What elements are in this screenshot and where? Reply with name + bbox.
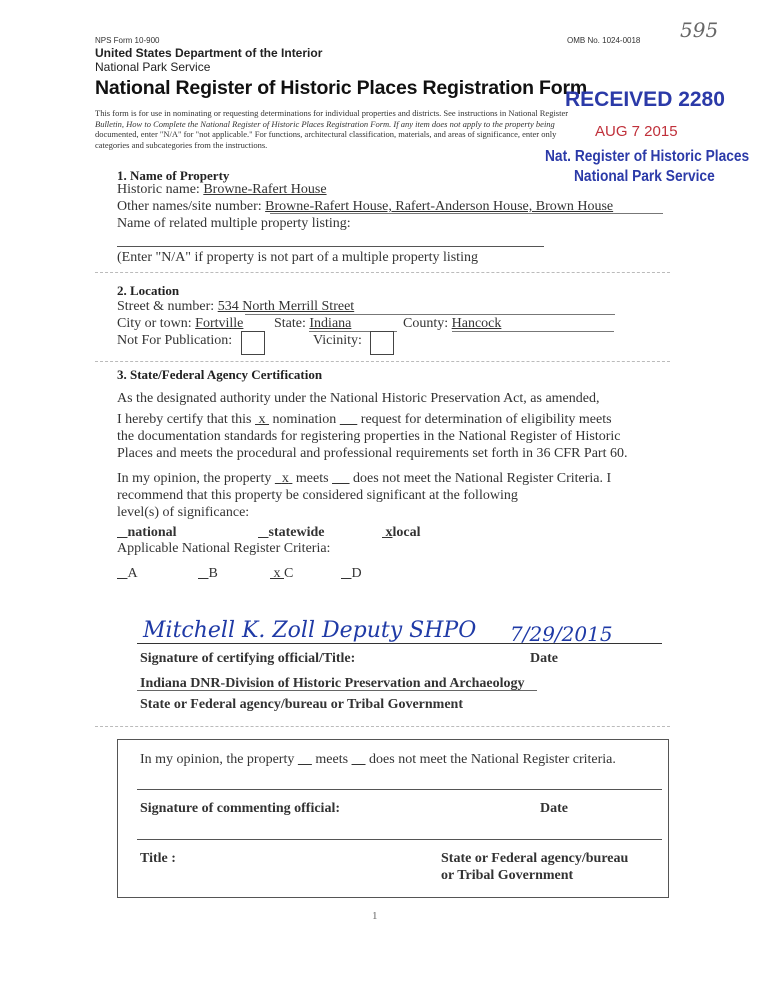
street-row: Street & number: 534 North Merrill Street — [117, 299, 355, 314]
department-name: United States Department of the Interior — [95, 46, 323, 60]
multiple-listing-label: Name of related multiple property listing: — [117, 216, 351, 231]
section2-heading: 2. Location — [117, 283, 180, 298]
commenting-date-label: Date — [540, 801, 568, 816]
divider — [95, 272, 670, 273]
commenting-signature-label: Signature of commenting official: — [140, 801, 340, 816]
section1-heading: 1. Name of Property — [117, 168, 230, 183]
date-label: Date — [530, 651, 558, 666]
register-stamp-line2: National Park Service — [574, 168, 715, 185]
handwritten-signature: Mitchell K. Zoll Deputy SHPO — [143, 618, 477, 643]
authority-text: As the designated authority under the National Historic Preservation Act, as amended, — [117, 391, 600, 406]
signature-line — [137, 643, 662, 644]
divider — [95, 361, 670, 362]
opinion-text: In my opinion, the property x meets does not meet the National Register Criteria. I recommend that this property be considered significant at the following level(s) of significance: — [117, 471, 612, 520]
received-date-stamp: AUG 7 2015 — [595, 123, 678, 140]
agency-label: State or Federal agency/bureau or Tribal Government — [140, 697, 464, 712]
county-row: County: Hancock — [403, 316, 502, 331]
commenting-agency-label: State or Federal agency/bureau or Tribal Government — [441, 851, 629, 883]
commenting-signature-line — [137, 789, 662, 790]
criterion-b: B — [208, 566, 218, 581]
agency-underline — [137, 690, 537, 691]
criterion-a: A — [127, 566, 138, 581]
historic-name-row: Historic name: Browne-Rafert House — [117, 182, 327, 197]
divider — [95, 726, 670, 727]
level-national: national — [127, 525, 177, 540]
state-row: State: Indiana — [274, 316, 352, 331]
page-title: National Register of Historic Places Registration Form — [95, 77, 587, 99]
na-note: (Enter "N/A" if property is not part of a multiple property listing — [117, 250, 478, 265]
section3-heading: 3. State/Federal Agency Certification — [117, 367, 323, 382]
commenting-opinion: In my opinion, the property meets does not meet the National Register criteria. — [140, 752, 616, 767]
intro-text: This form is for use in nominating or requesting determinations for individual properties and districts. See instructions in National Register Bulletin, How to Complete the National Register of Historic Places Registration Form. If any item does not apply to the property being documented, enter "N/A" for "not applicable." For functions, architectural classification, materials, and areas of significance, enter only categories and subcategories from the instructions. — [95, 108, 569, 150]
received-stamp: RECEIVED 2280 — [565, 88, 725, 111]
service-name: National Park Service — [95, 60, 211, 74]
other-names-row: Other names/site number: Browne-Rafert House, Rafert-Anderson House, Brown House — [117, 199, 614, 214]
commenting-title-label: Title : — [140, 851, 176, 866]
city-value: Fortville — [195, 316, 244, 331]
city-row: City or town: Fortville — [117, 316, 244, 331]
register-stamp-line1: Nat. Register of Historic Places — [545, 148, 750, 165]
criterion-d: D — [351, 566, 362, 581]
other-names-underline — [270, 213, 663, 214]
county-value: Hancock — [451, 316, 502, 331]
street-value: 534 North Merrill Street — [217, 299, 355, 314]
other-names-value: Browne-Rafert House, Rafert-Anderson House, Brown House — [265, 199, 614, 214]
omb-number: OMB No. 1024-0018 — [567, 36, 641, 45]
state-value: Indiana — [309, 316, 352, 331]
form-number: NPS Form 10-900 — [95, 36, 160, 45]
county-underline — [452, 331, 614, 332]
level-local: xlocal — [385, 525, 421, 540]
level-statewide: statewide — [268, 525, 325, 540]
page-number: 1 — [372, 910, 378, 922]
meets-mark: x — [281, 471, 289, 486]
nomination-mark: x — [258, 412, 266, 427]
street-underline — [245, 314, 615, 315]
vicinity-label: Vicinity: — [313, 333, 362, 348]
certification-text: I hereby certify that this x nomination request for determination of eligibility meets the documentation standards for registering properties in the National Register of Historic Places and meets the procedural and professional requirements set forth in 36 CFR Part 60. — [117, 412, 628, 461]
vicinity-checkbox[interactable] — [370, 331, 394, 355]
not-for-publication-label: Not For Publication: — [117, 333, 233, 348]
multiple-listing-line — [117, 246, 544, 247]
agency-name: Indiana DNR-Division of Historic Preservation and Archaeology — [140, 676, 525, 691]
commenting-title-line — [137, 839, 662, 840]
historic-name-value: Browne-Rafert House — [203, 182, 327, 197]
handwritten-page-number: 595 — [680, 18, 719, 42]
criterion-c: x C — [273, 566, 294, 581]
handwritten-date: 7/29/2015 — [510, 622, 613, 646]
not-for-publication-checkbox[interactable] — [241, 331, 265, 355]
criteria-label: Applicable National Register Criteria: — [117, 541, 331, 556]
signature-label: Signature of certifying official/Title: — [140, 651, 356, 666]
